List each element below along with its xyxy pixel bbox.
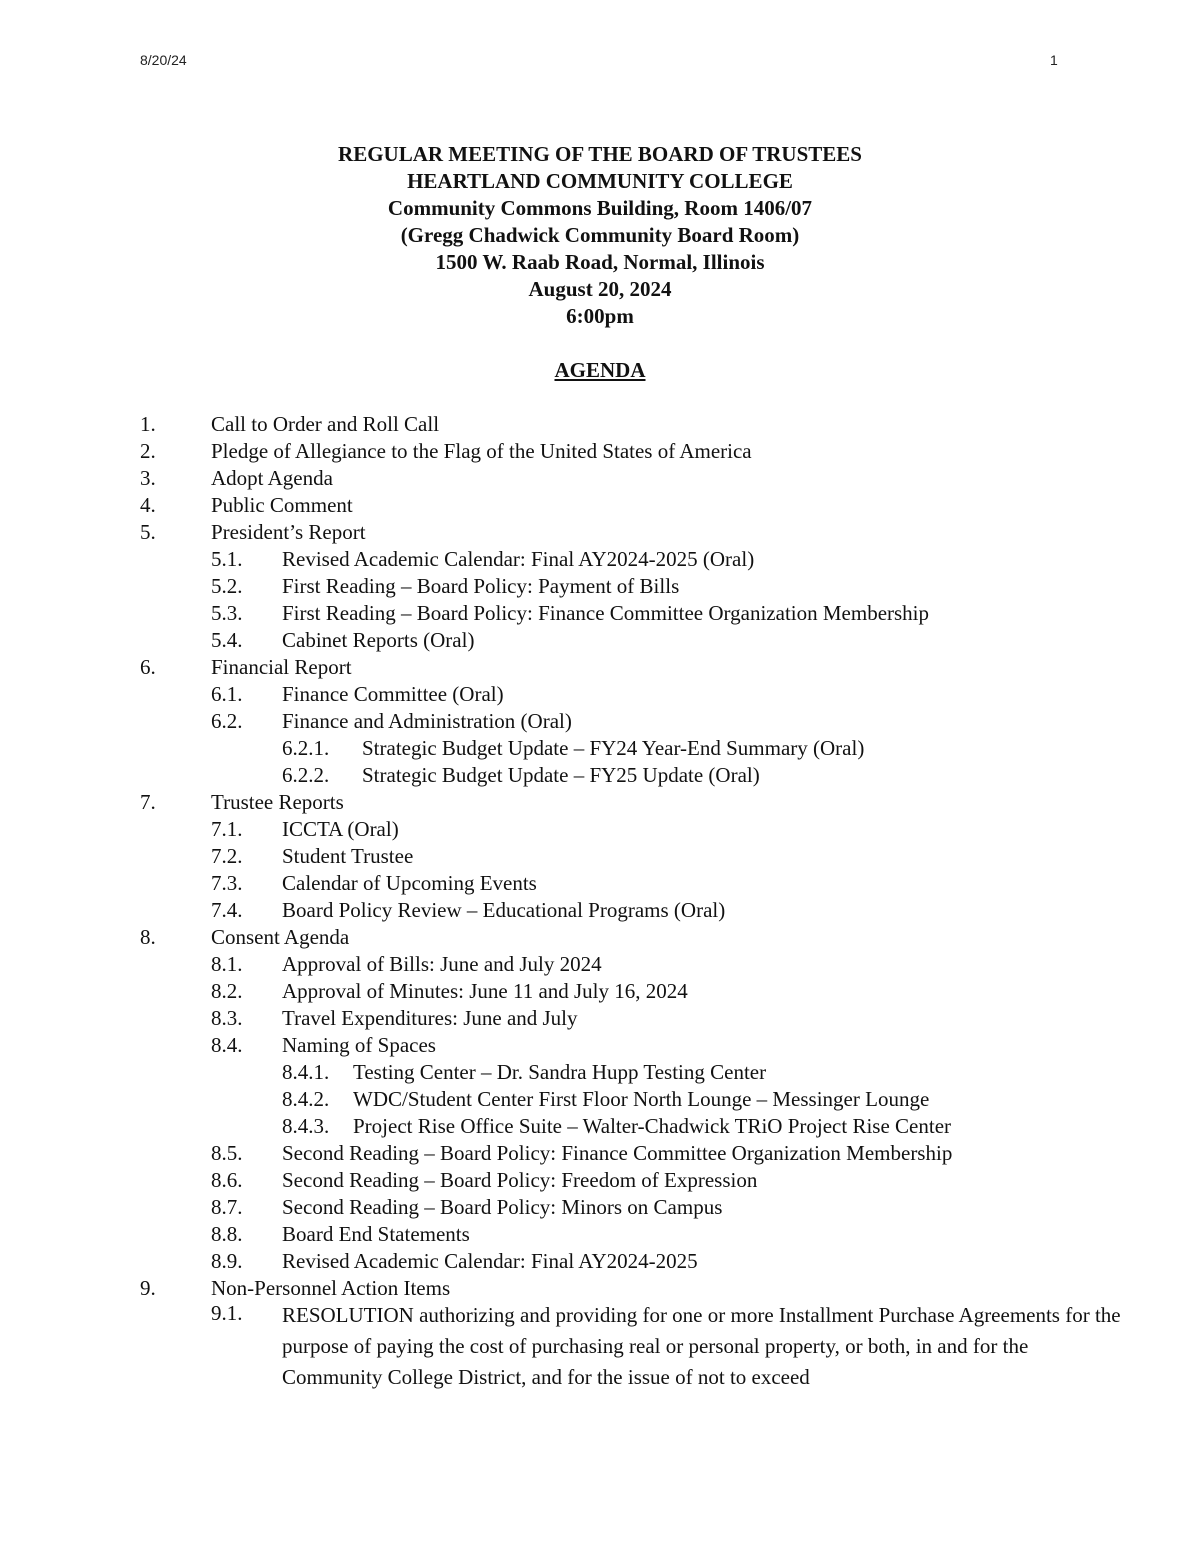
item-text: Board Policy Review – Educational Programs (Oral) bbox=[282, 898, 726, 922]
agenda-item bbox=[0, 465, 1200, 492]
item-number: 7.3. bbox=[211, 871, 243, 895]
item-number: 7. bbox=[140, 790, 156, 814]
agenda-subitem bbox=[0, 1005, 1200, 1032]
item-text: Finance Committee (Oral) bbox=[282, 682, 504, 706]
item-number: 4. bbox=[140, 493, 156, 517]
agenda-heading: AGENDA bbox=[554, 358, 646, 382]
item-text: Financial Report bbox=[211, 655, 352, 679]
item-number: 9.1. bbox=[211, 1301, 243, 1325]
agenda-subitem bbox=[0, 843, 1200, 870]
item-number: 8.3. bbox=[211, 1006, 243, 1030]
item-number: 9. bbox=[140, 1276, 156, 1300]
agenda-subitem bbox=[0, 1248, 1200, 1275]
item-text: First Reading – Board Policy: Payment of Bills bbox=[282, 574, 680, 598]
item-number: 8.7. bbox=[211, 1195, 243, 1219]
agenda-item bbox=[0, 924, 1200, 951]
header-page-number: 1 bbox=[1050, 52, 1058, 68]
agenda-subitem bbox=[0, 816, 1200, 843]
item-number: 5.1. bbox=[211, 547, 243, 571]
item-text: Pledge of Allegiance to the Flag of the United States of America bbox=[211, 439, 752, 463]
item-text: Public Comment bbox=[211, 493, 353, 517]
item-text: RESOLUTION authorizing and providing for one or more Installment Purchase Agreements for the purpose of paying the cost of purchasing real or personal property, or both, in and for the Community College District, and for the issue of not to exceed bbox=[282, 1303, 1121, 1389]
title-line: Community Commons Building, Room 1406/07 bbox=[387, 196, 813, 220]
item-text: Travel Expenditures: June and July bbox=[282, 1006, 578, 1030]
agenda-subitem bbox=[0, 627, 1200, 654]
agenda-subitem bbox=[0, 951, 1200, 978]
item-number: 5. bbox=[140, 520, 156, 544]
agenda-subitem bbox=[0, 978, 1200, 1005]
title-line: REGULAR MEETING OF THE BOARD OF TRUSTEES bbox=[338, 142, 862, 166]
item-text: Revised Academic Calendar: Final AY2024-2025 bbox=[282, 1249, 698, 1273]
header-date: 8/20/24 bbox=[140, 52, 187, 68]
title-line: 6:00pm bbox=[566, 304, 634, 328]
item-number: 1. bbox=[140, 412, 156, 436]
item-text: Finance and Administration (Oral) bbox=[282, 709, 572, 733]
item-number: 8.1. bbox=[211, 952, 243, 976]
item-text: Student Trustee bbox=[282, 844, 414, 868]
item-number: 7.4. bbox=[211, 898, 243, 922]
item-text: Strategic Budget Update – FY24 Year-End Summary (Oral) bbox=[362, 736, 865, 760]
item-number: 6.2.1. bbox=[282, 736, 330, 760]
item-text: Non-Personnel Action Items bbox=[211, 1276, 451, 1300]
agenda-item bbox=[0, 654, 1200, 681]
agenda-item bbox=[0, 519, 1200, 546]
item-number: 7.1. bbox=[211, 817, 243, 841]
agenda-subitem bbox=[0, 897, 1200, 924]
item-number: 8.6. bbox=[211, 1168, 243, 1192]
item-number: 5.4. bbox=[211, 628, 243, 652]
item-text: Call to Order and Roll Call bbox=[211, 412, 440, 436]
item-number: 2. bbox=[140, 439, 156, 463]
title-line: August 20, 2024 bbox=[528, 277, 672, 301]
item-number: 8.4.3. bbox=[282, 1114, 330, 1138]
item-text: WDC/Student Center First Floor North Lounge – Messinger Lounge bbox=[353, 1087, 930, 1111]
agenda-item bbox=[0, 438, 1200, 465]
agenda-subitem bbox=[0, 1140, 1200, 1167]
item-text: Board End Statements bbox=[282, 1222, 470, 1246]
item-text: Approval of Bills: June and July 2024 bbox=[282, 952, 602, 976]
item-text: Approval of Minutes: June 11 and July 16, 2024 bbox=[282, 979, 688, 1003]
title-line: HEARTLAND COMMUNITY COLLEGE bbox=[407, 169, 793, 193]
item-number: 8.5. bbox=[211, 1141, 243, 1165]
agenda-subsubitem bbox=[0, 735, 1200, 762]
agenda-item bbox=[0, 492, 1200, 519]
item-text: Naming of Spaces bbox=[282, 1033, 436, 1057]
item-number: 6.2. bbox=[211, 709, 243, 733]
agenda-list bbox=[0, 411, 1200, 1393]
item-number: 8.9. bbox=[211, 1249, 243, 1273]
item-number: 6. bbox=[140, 655, 156, 679]
item-text: Testing Center – Dr. Sandra Hupp Testing Center bbox=[353, 1060, 767, 1084]
agenda-subsubitem bbox=[0, 1113, 1200, 1140]
item-text: ICCTA (Oral) bbox=[282, 817, 399, 841]
agenda-subsubitem bbox=[0, 762, 1200, 789]
title-line: 1500 W. Raab Road, Normal, Illinois bbox=[435, 250, 765, 274]
agenda-subitem bbox=[0, 1194, 1200, 1221]
agenda-subsubitem bbox=[0, 1086, 1200, 1113]
item-number: 8. bbox=[140, 925, 156, 949]
item-number: 8.8. bbox=[211, 1222, 243, 1246]
item-number: 6.2.2. bbox=[282, 763, 330, 787]
item-number: 5.3. bbox=[211, 601, 243, 625]
item-number: 8.2. bbox=[211, 979, 243, 1003]
agenda-item bbox=[0, 1275, 1200, 1302]
agenda-subitem bbox=[0, 681, 1200, 708]
agenda-item bbox=[0, 789, 1200, 816]
item-text: Consent Agenda bbox=[211, 925, 350, 949]
item-text: Revised Academic Calendar: Final AY2024-2025 (Oral) bbox=[282, 547, 755, 571]
item-text: Strategic Budget Update – FY25 Update (Oral) bbox=[362, 763, 760, 787]
item-number: 3. bbox=[140, 466, 156, 490]
item-text: Cabinet Reports (Oral) bbox=[282, 628, 475, 652]
item-number: 7.2. bbox=[211, 844, 243, 868]
agenda-subitem bbox=[0, 870, 1200, 897]
item-text: First Reading – Board Policy: Finance Committee Organization Membership bbox=[282, 601, 930, 625]
agenda-subitem bbox=[0, 546, 1200, 573]
agenda-subitem bbox=[0, 1221, 1200, 1248]
item-number: 5.2. bbox=[211, 574, 243, 598]
item-number: 8.4. bbox=[211, 1033, 243, 1057]
item-text: Trustee Reports bbox=[211, 790, 344, 814]
item-text: Second Reading – Board Policy: Finance Committee Organization Membership bbox=[282, 1141, 953, 1165]
agenda-subitem bbox=[0, 708, 1200, 735]
item-text: Adopt Agenda bbox=[211, 466, 333, 490]
agenda-subitem bbox=[0, 600, 1200, 627]
agenda-subitem bbox=[0, 1032, 1200, 1059]
item-number: 8.4.2. bbox=[282, 1087, 330, 1111]
item-number: 8.4.1. bbox=[282, 1060, 330, 1084]
agenda-subitem-resolution bbox=[0, 1300, 1200, 1393]
item-text: President’s Report bbox=[211, 520, 366, 544]
title-line: (Gregg Chadwick Community Board Room) bbox=[400, 223, 800, 247]
agenda-subitem bbox=[0, 573, 1200, 600]
meeting-title-block bbox=[0, 141, 1200, 330]
agenda-subitem bbox=[0, 1167, 1200, 1194]
item-text: Second Reading – Board Policy: Minors on Campus bbox=[282, 1195, 723, 1219]
item-text: Second Reading – Board Policy: Freedom of Expression bbox=[282, 1168, 758, 1192]
item-text: Project Rise Office Suite – Walter-Chadwick TRiO Project Rise Center bbox=[353, 1114, 952, 1138]
item-number: 6.1. bbox=[211, 682, 243, 706]
agenda-subsubitem bbox=[0, 1059, 1200, 1086]
agenda-item bbox=[0, 411, 1200, 438]
item-text: Calendar of Upcoming Events bbox=[282, 871, 537, 895]
